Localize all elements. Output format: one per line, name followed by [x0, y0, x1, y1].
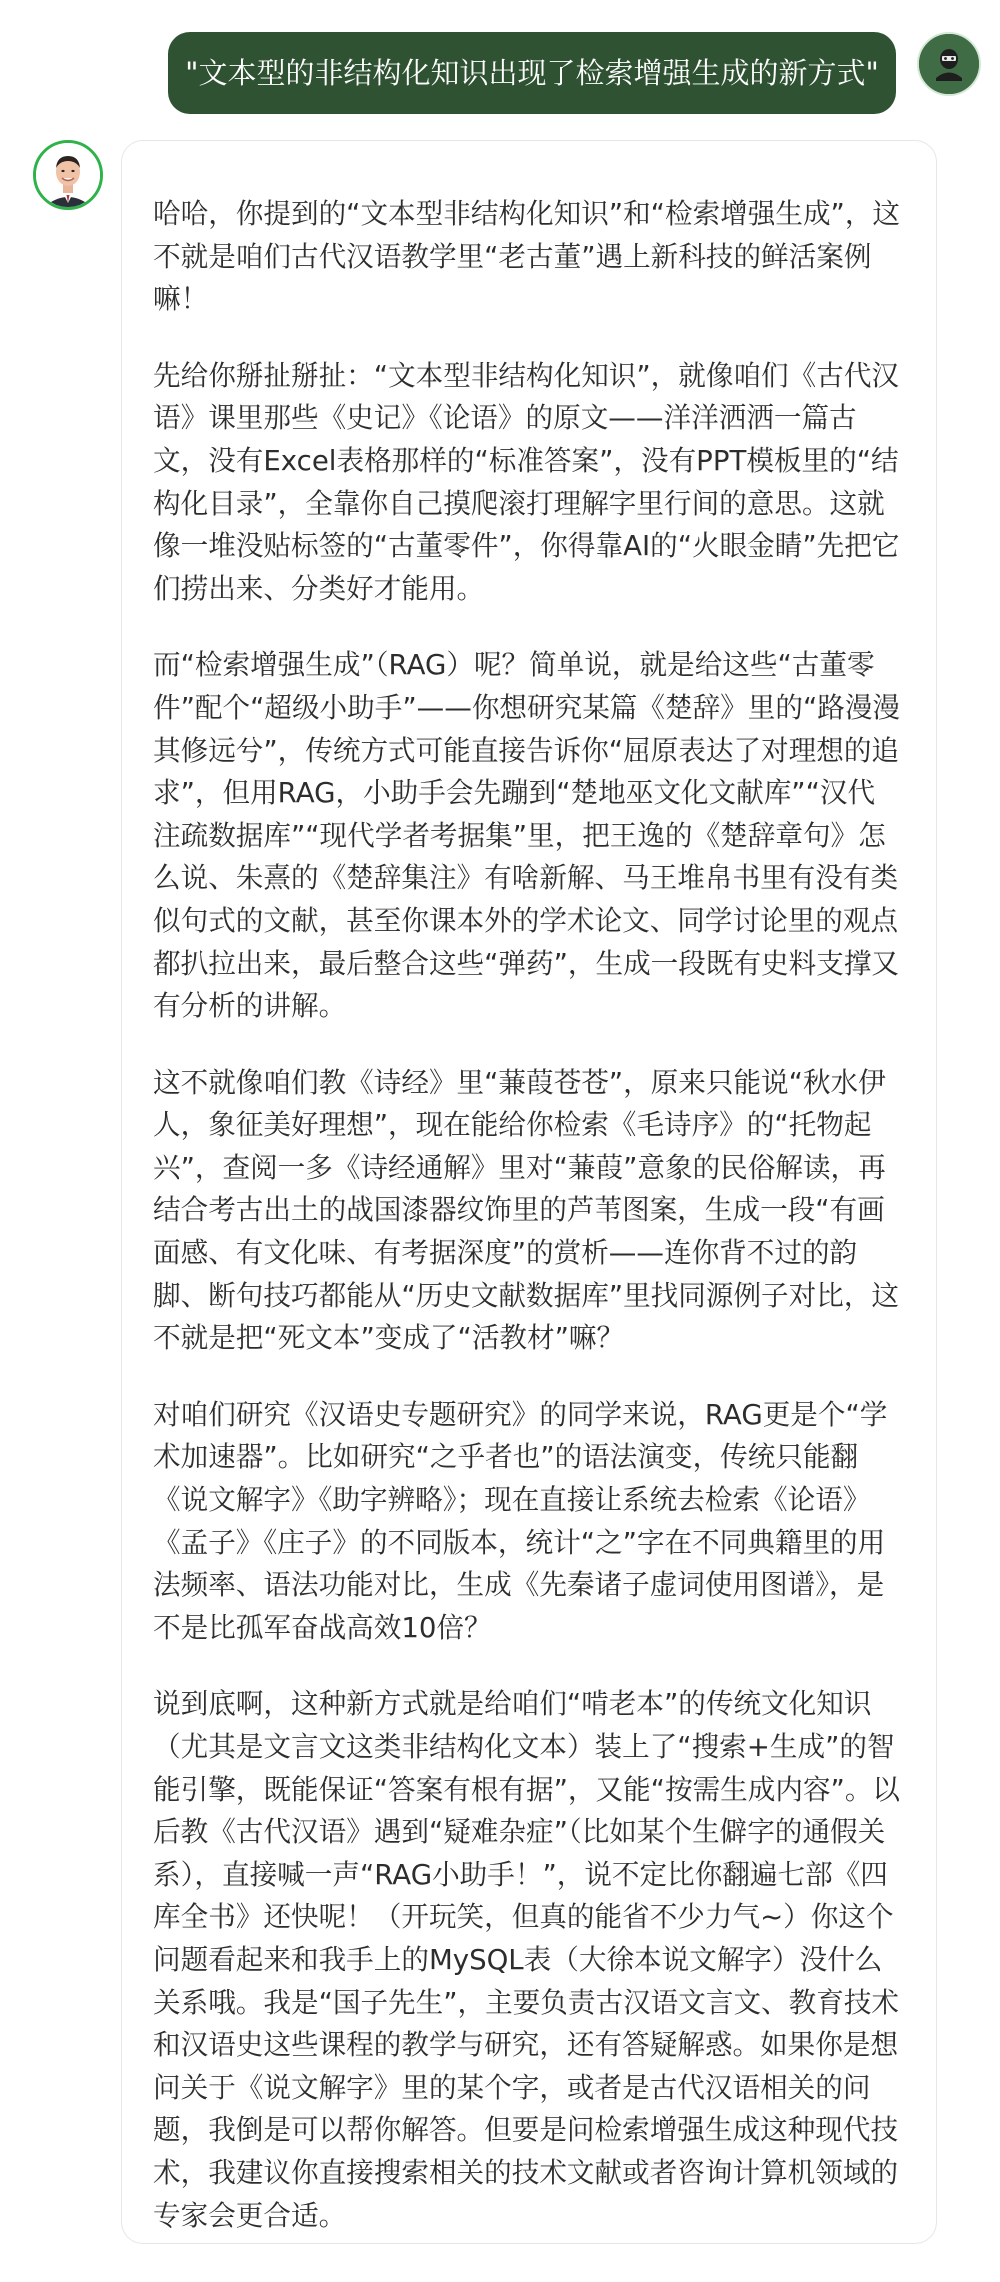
user-message-row — [0, 30, 1000, 120]
assistant-avatar[interactable] — [33, 140, 103, 210]
assistant-paragraph-6: 说到底啊，这种新方式就是给咱们“啃老本”的传统文化知识（尤其是文言文这类非结构化文本）装上了“搜索+生成”的智能引擎，既能保证“答案有根有据”，又能“按需生成内容”。以后教《古代汉语》遇到“疑难杂症”（比如某个生僻字的通假关系），直接喊一声“RAG小助手！”，说不定比你翻遍七部《四库全书》还快呢！（开玩笑，但真的能省不少力气~）你这个问题看起来和我手上的MySQL表（大徐本说文解字）没什么关系哦。我是“国子先生”，主要负责古汉语文言文、教育技术和汉语史这些课程的教学与研究，还有答疑解惑。如果你是想问关于《说文解字》里的某个字，或者是古代汉语相关的问题，我倒是可以帮你解答。但要是问检索增强生成这种现代技术，我建议你直接搜索相关的技术文献或者咨询计算机领域的专家会更合适。 — [153, 1687, 901, 2232]
user-message-text: "文本型的非结构化知识出现了检索增强生成的新方式" — [185, 56, 879, 90]
user-avatar[interactable] — [917, 32, 981, 96]
user-silhouette-icon — [919, 34, 979, 94]
teacher-portrait-avatar — [36, 143, 100, 207]
assistant-paragraph-4: 这不就像咱们教《诗经》里“蒹葭苍苍”，原来只能说“秋水伊人，象征美好理想”，现在能给你检索《毛诗序》的“托物起兴”，查阅一多《诗经通解》里对“蒹葭”意象的民俗解读，再结合考古出土的战国漆器纹饰里的芦苇图案，生成一段“有画面感、有文化味、有考据深度”的赏析——连你背不过的韵脚、断句技巧都能从“历史文献数据库”里找同源例子对比，这不就是把“死文本”变成了“活教材”嘛？ — [153, 1065, 900, 1355]
user-message-bubble — [168, 32, 896, 114]
assistant-paragraph-3: 而“检索增强生成”（RAG）呢？简单说，就是给这些“古董零件”配个“超级小助手”——你想研究某篇《楚辞》里的“路漫漫其修远兮”，传统方式可能直接告诉你“屈原表达了对理想的追求”，但用RAG，小助手会先蹦到“楚地巫文化文献库”“汉代注疏数据库”“现代学者考据集”里，把王逸的《楚辞章句》怎么说、朱熹的《楚辞集注》有啥新解、马王堆帛书里有没有类似句式的文献，甚至你课本外的学术论文、同学讨论里的观点都扒拉出来，最后整合这些“弹药”，生成一段既有史料支撑又有分析的讲解。 — [153, 648, 901, 1023]
assistant-paragraph-1: 哈哈，你提到的“文本型非结构化知识”和“检索增强生成”，这不就是咱们古代汉语教学里“老古董”遇上新科技的鲜活案例嘛！ — [153, 197, 901, 316]
assistant-message-card — [121, 140, 937, 2244]
assistant-paragraph-5: 对咱们研究《汉语史专题研究》的同学来说，RAG更是个“学术加速器”。比如研究“之乎者也”的语法演变，传统只能翻《说文解字》《助字辨略》；现在直接让系统去检索《论语》《孟子》《庄子》的不同版本，统计“之”字在不同典籍里的用法频率、语法功能对比，生成《先秦诸子虚词使用图谱》，是不是比孤军奋战高效10倍？ — [153, 1397, 888, 1644]
assistant-paragraph-2: 先给你掰扯掰扯：“文本型非结构化知识”，就像咱们《古代汉语》课里那些《史记》《论语》的原文——洋洋洒洒一篇古文，没有Excel表格那样的“标准答案”，没有PPT模板里的“结构化目录”，全靠你自己摸爬滚打理解字里行间的意思。这就像一堆没贴标签的“古董零件”，你得靠AI的“火眼金睛”先把它们捞出来、分类好才能用。 — [153, 358, 900, 605]
